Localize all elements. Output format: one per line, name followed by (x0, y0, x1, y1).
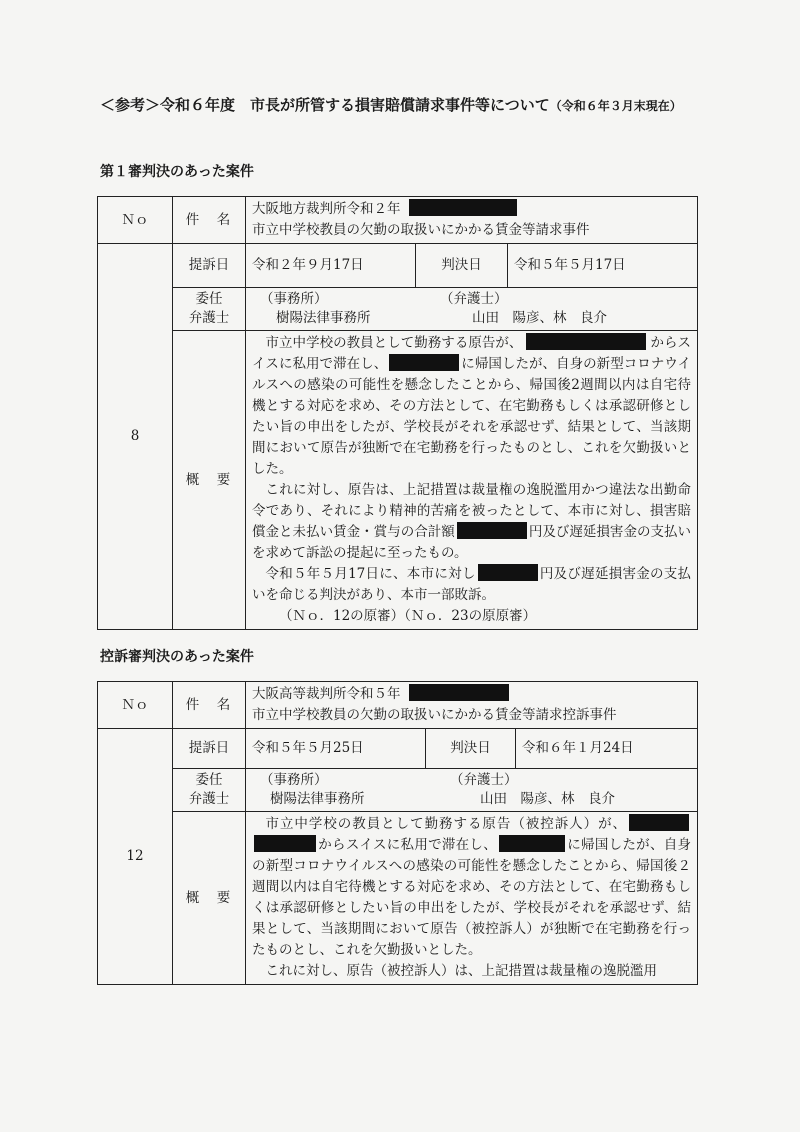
case-number: 12 (98, 729, 173, 985)
attorney-value (246, 288, 698, 331)
summary-p1c: に帰国したが、自身の新型コロナウイルスへの感染の可能性を懸念したことから、帰国後２週間以内は自宅待機とする対応を求め、その方法として、在宅勤務もしくは承認研修としたい旨の申出をしたが、学校長がそれを承認せず、結果として、当該期間において原告（被控訴人）が独断で在宅勤務を行ったものとし、これを欠勤扱いとした。 (252, 837, 692, 958)
summary-label: 概 要 (173, 812, 246, 985)
attorney-row (98, 288, 698, 331)
summary-p2a: これに対し、原告は、上記措置は裁量権の逸脱濫用かつ違法な出勤命令であり、それにより精神的苦痛を被ったとして、本市に対し、損害賠償金と未払い賃金・賞与の合計額 (252, 482, 692, 540)
case-name-value (246, 682, 698, 729)
summary-p1b: からスイスに私用で滞在し、 (318, 837, 497, 853)
attorney-value (246, 769, 698, 812)
summary-p1a: 市立中学校の教員として勤務する原告が、 (265, 335, 523, 351)
summary-row (98, 812, 698, 985)
case-name-label: 件 名 (173, 682, 246, 729)
section-title-appeal: 控訴審判決のあった案件 (100, 649, 254, 665)
summary-text (246, 812, 698, 985)
summary-p3a: 令和５年５月17日に、本市に対し (265, 566, 476, 582)
lawyer-names: 山田 陽彦、林 良介 (480, 791, 615, 807)
summary-p1c: に帰国したが、自身の新型コロナウイルスへの感染の可能性を懸念したことから、帰国後2週間以内は自宅待機とする対応を求め、その方法として、在宅勤務もしくは承認研修としたい旨の申出をしたが、学校長がそれを承認せず、結果として、当該期間において原告が独断で在宅勤務を行ったものとし、これを欠勤扱いとした。 (252, 356, 692, 477)
redaction-block (389, 354, 459, 371)
office-label: （事務所） (260, 291, 328, 307)
law-office-name: 樹陽法律事務所 (270, 791, 365, 807)
attorney-label: 委任 弁護士 (173, 288, 246, 331)
lawyer-label: （弁護士） (440, 291, 508, 307)
summary-label: 概 要 (173, 331, 246, 630)
summary-reference: （Ｎｏ．12の原審）（Ｎｏ．23の原原審） (279, 608, 537, 624)
redaction-block (526, 333, 646, 350)
summary-text (246, 331, 698, 630)
summary-p1b: からスイスに私用で滞在し、 (252, 335, 692, 372)
heading-main: ＜参考＞令和６年度 市長が所管する損害賠償請求事件等について (100, 96, 550, 114)
summary-p2a: これに対し、原告（被控訴人）は、上記措置は裁量権の逸脱濫用 (265, 963, 657, 979)
case-name-title: 市立中学校教員の欠勤の取扱いにかかる賃金等請求控訴事件 (252, 707, 617, 723)
dates-row (98, 729, 698, 769)
attorney-label: 委任 弁護士 (173, 769, 246, 812)
case-number: 8 (98, 244, 173, 630)
attorney-row (98, 769, 698, 812)
case-name-title: 市立中学校教員の欠勤の取扱いにかかる賃金等請求事件 (252, 222, 590, 238)
redaction-block (457, 522, 527, 539)
case-name-row (98, 197, 698, 244)
judgment-date-value: 令和６年１月24日 (516, 729, 698, 769)
filing-date-label: 提訴日 (173, 244, 246, 288)
heading-date: （令和６年３月末現在） (549, 99, 682, 113)
summary-p1a: 市立中学校の教員として勤務する原告（被控訴人）が、 (265, 816, 628, 832)
section-title-first-instance: 第１審判決のあった案件 (100, 164, 254, 180)
summary-row (98, 331, 698, 630)
redaction-block (409, 684, 509, 701)
case-name-court: 大阪地方裁判所令和２年 (252, 201, 401, 217)
filing-date-value: 令和２年９月17日 (246, 244, 416, 288)
case-name-value (246, 197, 698, 244)
filing-date-label: 提訴日 (173, 729, 246, 769)
lawyer-label: （弁護士） (450, 772, 518, 788)
summary-p2b: 円及び遅延損害金の支払いを求めて訴訟の提起に至ったもの。 (252, 524, 692, 561)
office-label: （事務所） (260, 772, 328, 788)
case-name-label: 件 名 (173, 197, 246, 244)
judgment-date-label: 判決日 (416, 244, 508, 288)
lawyer-names: 山田 陽彦、林 良介 (472, 310, 607, 326)
redaction-block (254, 835, 316, 852)
no-header: Ｎｏ (98, 197, 173, 244)
filing-date-value: 令和５年５月25日 (246, 729, 426, 769)
page-heading (100, 94, 760, 115)
judgment-date-value: 令和５年５月17日 (508, 244, 698, 288)
no-header: Ｎｏ (98, 682, 173, 729)
law-office-name: 樹陽法律事務所 (276, 310, 371, 326)
dates-row (98, 244, 698, 288)
case-name-court: 大阪高等裁判所令和５年 (252, 686, 401, 702)
case-table-first-instance (97, 196, 698, 630)
redaction-block (478, 564, 538, 581)
judgment-date-label: 判決日 (426, 729, 516, 769)
summary-p3b: 円及び遅延損害金の支払いを命じる判決があり、本市一部敗訴。 (252, 566, 692, 603)
redaction-block (629, 814, 689, 831)
case-table-appeal (97, 681, 698, 985)
redaction-block (499, 835, 565, 852)
redaction-block (409, 199, 517, 216)
case-name-row (98, 682, 698, 729)
